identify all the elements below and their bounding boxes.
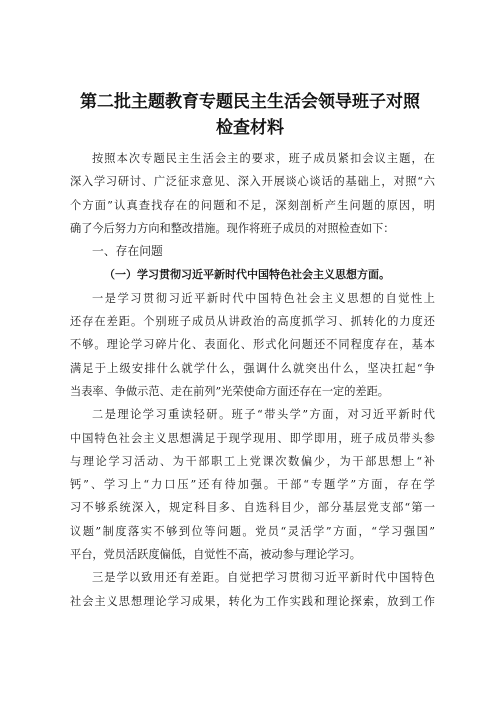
body-line: 不够。理论学习碎片化、表面化、形式化问题还不同程度存在，基本 (70, 338, 435, 352)
body-line: 二是理论学习重读轻研。班子“带头学”方面，对习近平新时代 (92, 408, 435, 422)
body-line: 按照本次专题民主生活会主的要求，班子成员紧扣会议主题，在 (92, 152, 435, 165)
body-line: 当表率、争做示范、走在前列”光荣使命方面还存在一定的差距。 (70, 384, 389, 398)
body-line: 三是学以致用还有差距。自觉把学习贯彻习近平新时代中国特色 (92, 571, 435, 585)
body-line: 一是学习贯彻习近平新时代中国特色社会主义思想的自觉性上 (92, 291, 435, 305)
document-body (70, 147, 435, 613)
body-line: 满足于上级安排什么就学什么，强调什么就突出什么，坚决扛起“争 (70, 361, 435, 375)
body-line: 个方面”认真查找存在的问题和不足，深刻剖析产生问题的原因，明 (70, 198, 435, 212)
body-line: 钙”、学习上“力口压”还有待加强。干部“专题学”方面，存在学 (70, 478, 435, 492)
subsection-heading: （一）学习贯彻习近平新时代中国特色社会主义思想方面。 (104, 268, 390, 282)
body-line: 平台，党员活跃度偏低，自觉性不高，被动参与理论学习。 (70, 548, 361, 562)
body-line: 与理论学习活动、为干部职工上党课次数偏少，为干部思想上“补 (70, 454, 435, 468)
document-title-line2: 检查材料 (216, 118, 284, 138)
document-title-line1: 第二批主题教育专题民主生活会领导班子对照 (80, 92, 420, 112)
section-heading: 一、存在问题 (92, 244, 163, 259)
body-line: 中国特色社会主义思想满足于现学现用、即学即用，班子成员带头参 (70, 431, 435, 445)
body-line: 社会主义思想理论学习成果，转化为工作实践和理论探索，放到工作 (70, 594, 435, 608)
body-line: 议题”制度落实不够到位等问题。党员“灵活学”方面，“学习强国” (70, 524, 435, 538)
body-line: 确了今后努力方向和整改措施。现作将班子成员的对照检查如下： (70, 221, 395, 235)
body-line: 深入学习研讨、广泛征求意见、深入开展谈心谈话的基础上，对照“六 (70, 175, 435, 189)
body-line: 习不够系统深入，规定科目多、自选科目少，部分基层党支部“第一 (70, 501, 435, 515)
body-line: 还存在差距。个别班子成员从讲政治的高度抓学习、抓转化的力度还 (70, 315, 435, 329)
